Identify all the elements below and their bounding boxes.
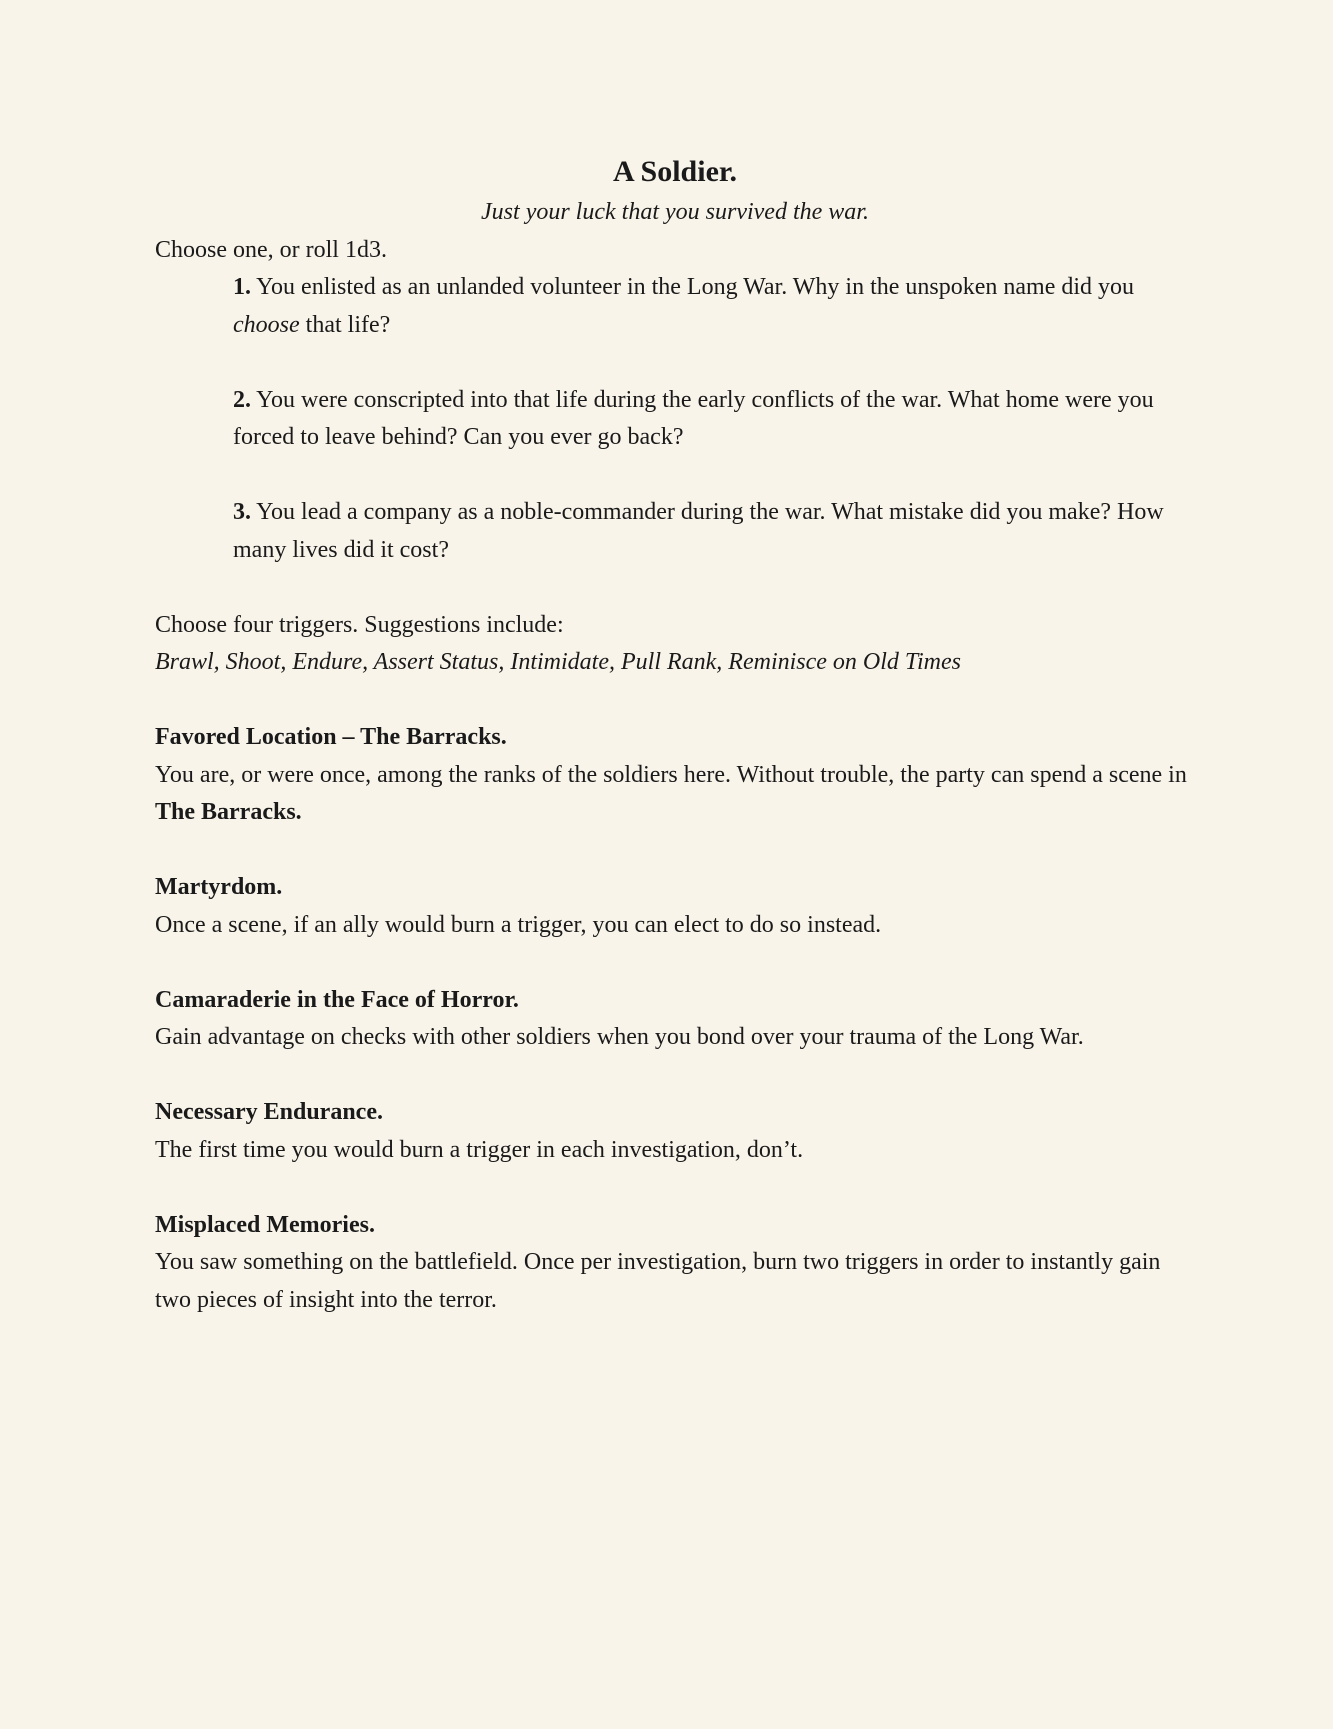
origin-option (233, 382, 1203, 457)
spacer (155, 832, 1195, 870)
ability-text: Gain advantage on checks with other soldiers when you bond over your trauma of the Long War. (155, 1024, 1084, 1050)
ability-text: You saw something on the battlefield. Once per investigation, burn two triggers in order to instantly gain two pieces of insight into the terror. (155, 1249, 1161, 1313)
ability-title: Martyrdom. (155, 874, 283, 900)
page-title: A Soldier. (613, 155, 737, 188)
spacer (155, 569, 1195, 607)
ability-text: Once a scene, if an ally would burn a trigger, you can elect to do so instead. (155, 911, 882, 938)
favored-location-text (155, 757, 1195, 832)
ability-title: Misplaced Memories. (155, 1211, 375, 1238)
option-text-end: that life? (305, 311, 391, 338)
option-text: You enlisted as an unlanded volunteer in the Long War. Why in the unspoken name did you (256, 274, 1135, 300)
origin-option (233, 494, 1203, 569)
page-subtitle: Just your luck that you survived the war. (481, 199, 869, 225)
favored-location-name: The Barracks. (155, 799, 302, 825)
triggers-suggestions (155, 644, 1195, 682)
option-text: You were conscripted into that life during the early conflicts of the war. What home were you forced to leave behind? Can you ever go back? (233, 386, 1154, 450)
origin-options-list (233, 269, 1203, 569)
spacer (155, 944, 1195, 982)
option-text: You lead a company as a noble-commander during the war. What mistake did you make? How many lives did it cost? (233, 499, 1164, 563)
spacer (155, 1057, 1195, 1095)
favored-location-title: Favored Location – The Barracks. (155, 724, 507, 750)
spacer (155, 682, 1195, 720)
origin-option (233, 269, 1203, 344)
ability-title: Camaraderie in the Face of Horror. (155, 986, 519, 1013)
favored-location-description: You are, or were once, among the ranks of the soldiers here. Without trouble, the party can spend a scene in (155, 761, 1187, 788)
document-page (155, 150, 1195, 1319)
ability-title: Necessary Endurance. (155, 1099, 383, 1125)
option-number: 2. (233, 386, 251, 413)
option-number: 3. (233, 499, 251, 525)
ability-text: The first time you would burn a trigger in each investigation, don’t. (155, 1136, 804, 1163)
option-number: 1. (233, 274, 251, 300)
origin-instruction: Choose one, or roll 1d3. (155, 236, 387, 263)
option-emphasis: choose (233, 311, 300, 338)
spacer (155, 1169, 1195, 1207)
triggers-suggestions-list: Brawl, Shoot, Endure, Assert Status, Intimidate, Pull Rank, Reminisce on Old Times (155, 649, 961, 675)
triggers-instruction: Choose four triggers. Suggestions include: (155, 611, 564, 638)
